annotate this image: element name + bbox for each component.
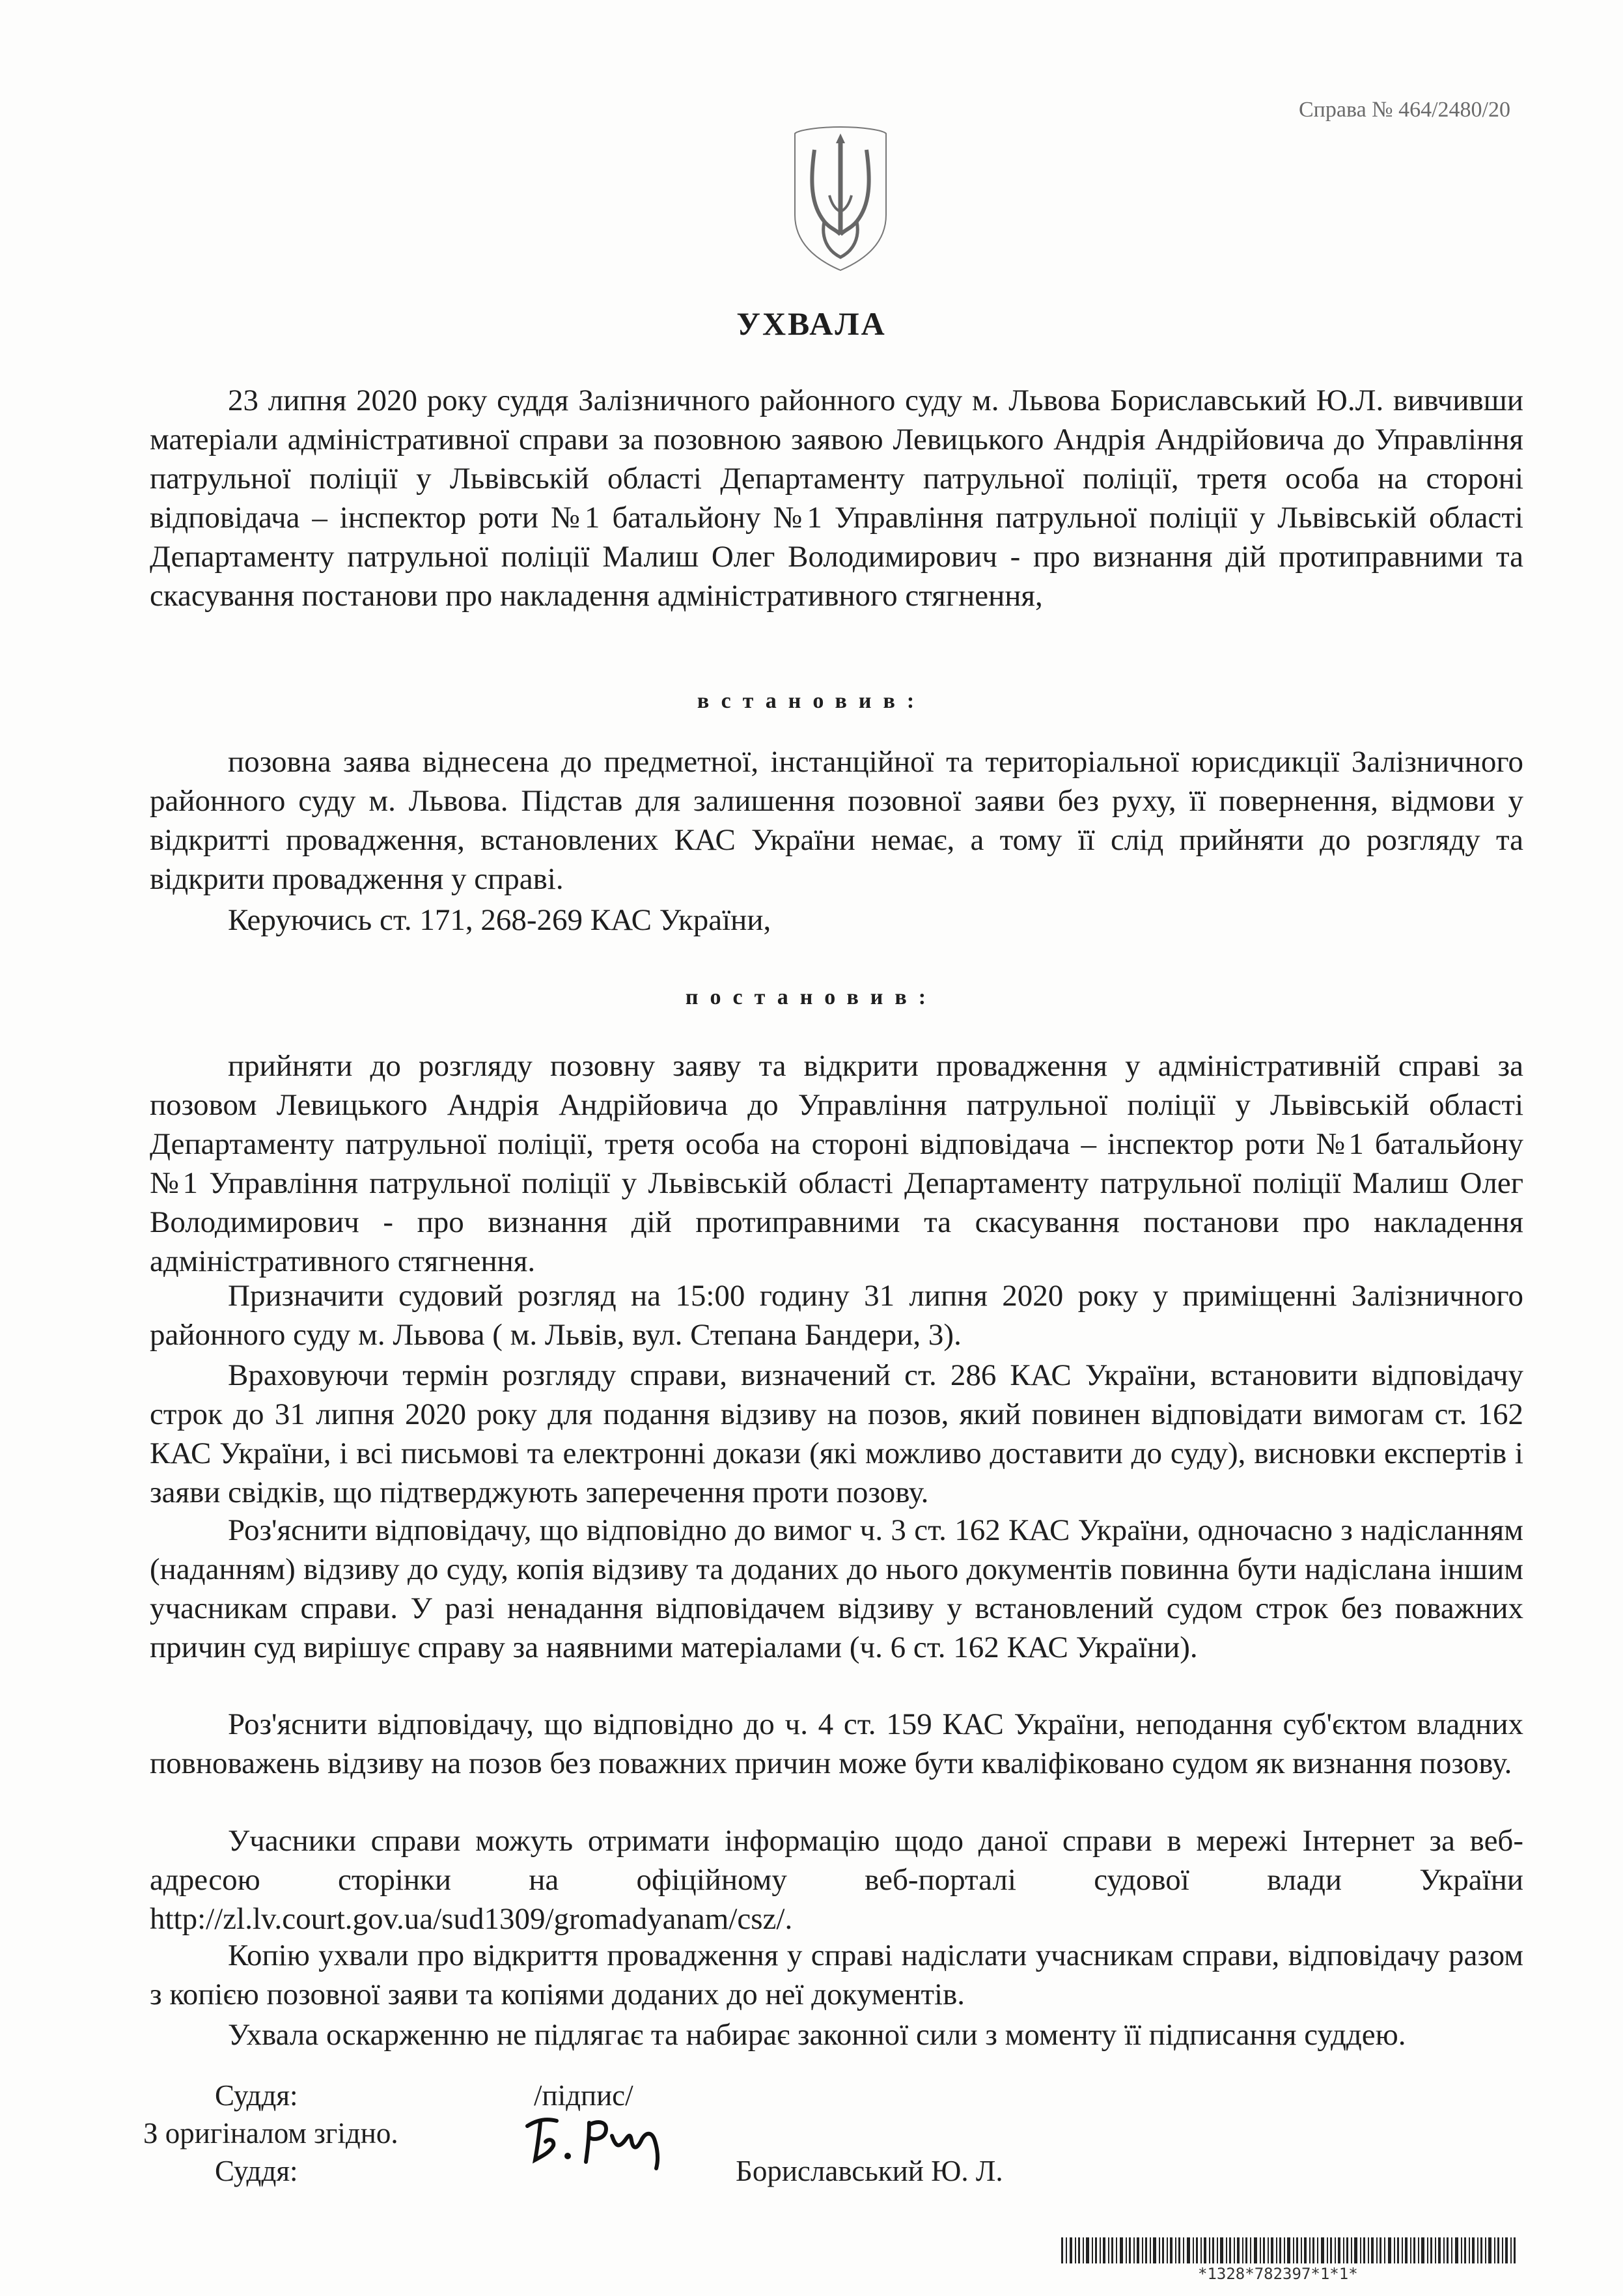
copy-conformity-note: З оригіналом згідно. bbox=[143, 2117, 398, 2149]
barcode bbox=[1061, 2237, 1517, 2263]
intro-paragraph: 23 липня 2020 року суддя Залізничного районного суду м. Львова Бориславський Ю.Л. вивчивши матеріали адміністративної справи за позовною заявою Левицького Андрія Андрійовича до Управління патрульної поліції у Львівській області Департаменту патрульної поліції, третя особа на стороні відповідача – інспектор роти №1 батальйону №1 Управління патрульної поліції у Львівській області Департаменту патрульної поліції Малиш Олег Володимирович - про визнання дій протиправними та скасування постанови про накладення адміністративного стягнення, bbox=[150, 384, 1523, 613]
signed-note: /підпис/ bbox=[534, 2079, 633, 2112]
case-number: Справа № 464/2480/20 bbox=[1299, 98, 1510, 122]
judge-label-2: Суддя: bbox=[215, 2155, 298, 2187]
decided-paragraph-4: Роз'яснити відповідачу, що відповідно до вимог ч. 3 ст. 162 КАС України, одночасно з надісланням (наданням) відзиву до суду, копія відзиву та доданих до нього документів повинна бути надіслана іншим учасникам справи. У разі ненадання відповідачем відзиву у встановлений судом строк без поважних причин суд вирішує справу за наявними матеріалами (ч. 6 ст. 162 КАС України). bbox=[150, 1513, 1523, 1664]
decided-paragraph-1: прийняти до розгляду позовну заяву та відкрити провадження у адміністративній справі за позовом Левицького Андрія Андрійовича до Управління патрульної поліції у Львівській області Департаменту патрульної поліції, третя особа на стороні відповідача – інспектор роти №1 батальйону №1 Управління патрульної поліції у Львівській області Департаменту патрульної поліції Малиш Олег Володимирович - про визнання дій протиправними та скасування постанови про накладення адміністративного стягнення. bbox=[150, 1049, 1523, 1278]
decided-paragraph-8: Ухвала оскарженню не підлягає та набирає законної сили з моменту її підписання суддею. bbox=[228, 2018, 1406, 2052]
handwritten-signature bbox=[521, 2100, 690, 2172]
established-paragraph-1: позовна заява віднесена до предметної, інстанційної та територіальної юрисдикції Залізничного районного суду м. Львова. Підстав для залишення позовної заяви без руху, її повернення, відмови у відкритті провадження, встановлених КАС України немає, а тому її слід прийняти до розгляду та відкрити провадження у справі. bbox=[150, 745, 1523, 896]
decided-paragraph-5: Роз'яснити відповідачу, що відповідно до ч. 4 ст. 159 КАС України, неподання суб'єктом владних повноважень відзиву на позов без поважних причин може бути кваліфіковано судом як визнання позову. bbox=[150, 1707, 1523, 1780]
judge-name: Бориславський Ю. Л. bbox=[736, 2155, 1003, 2187]
trident-emblem-icon bbox=[792, 124, 889, 273]
decided-paragraph-6: Учасники справи можуть отримати інформацію щодо даної справи в мережі Інтернет за веб-адресою сторінки на офіційному веб-порталі судової влади України http://zl.lv.court.gov.ua/sud1309/gromadyanam/csz/. bbox=[150, 1824, 1523, 1936]
document-title: УХВАЛА bbox=[736, 305, 887, 342]
barcode-number: *1328*782397*1*1* bbox=[1198, 2265, 1358, 2283]
heading-established: встановив: bbox=[697, 689, 926, 713]
heading-decided: постановив: bbox=[685, 985, 938, 1009]
decided-paragraph-3: Враховуючи термін розгляду справи, визначений ст. 286 КАС України, встановити відповідачу строк до 31 липня 2020 року для подання відзиву на позов, який повинен відповідати вимогам ст. 162 КАС України, і всі письмові та електронні докази (які можливо доставити до суду), висновки експертів і заяви свідків, що підтверджують заперечення проти позову. bbox=[150, 1358, 1523, 1509]
decided-paragraph-2: Призначити судовий розгляд на 15:00 годину 31 липня 2020 року у приміщенні Залізничного районного суду м. Львова ( м. Львів, вул. Степана Бандери, 3). bbox=[150, 1279, 1523, 1352]
decided-paragraph-7: Копію ухвали про відкриття провадження у справі надіслати учасникам справи, відповідачу разом з копією позовної заяви та копіями доданих до неї документів. bbox=[150, 1939, 1523, 2011]
judge-label-1: Суддя: bbox=[215, 2079, 298, 2112]
established-paragraph-2: Керуючись ст. 171, 268-269 КАС України, bbox=[228, 903, 771, 937]
